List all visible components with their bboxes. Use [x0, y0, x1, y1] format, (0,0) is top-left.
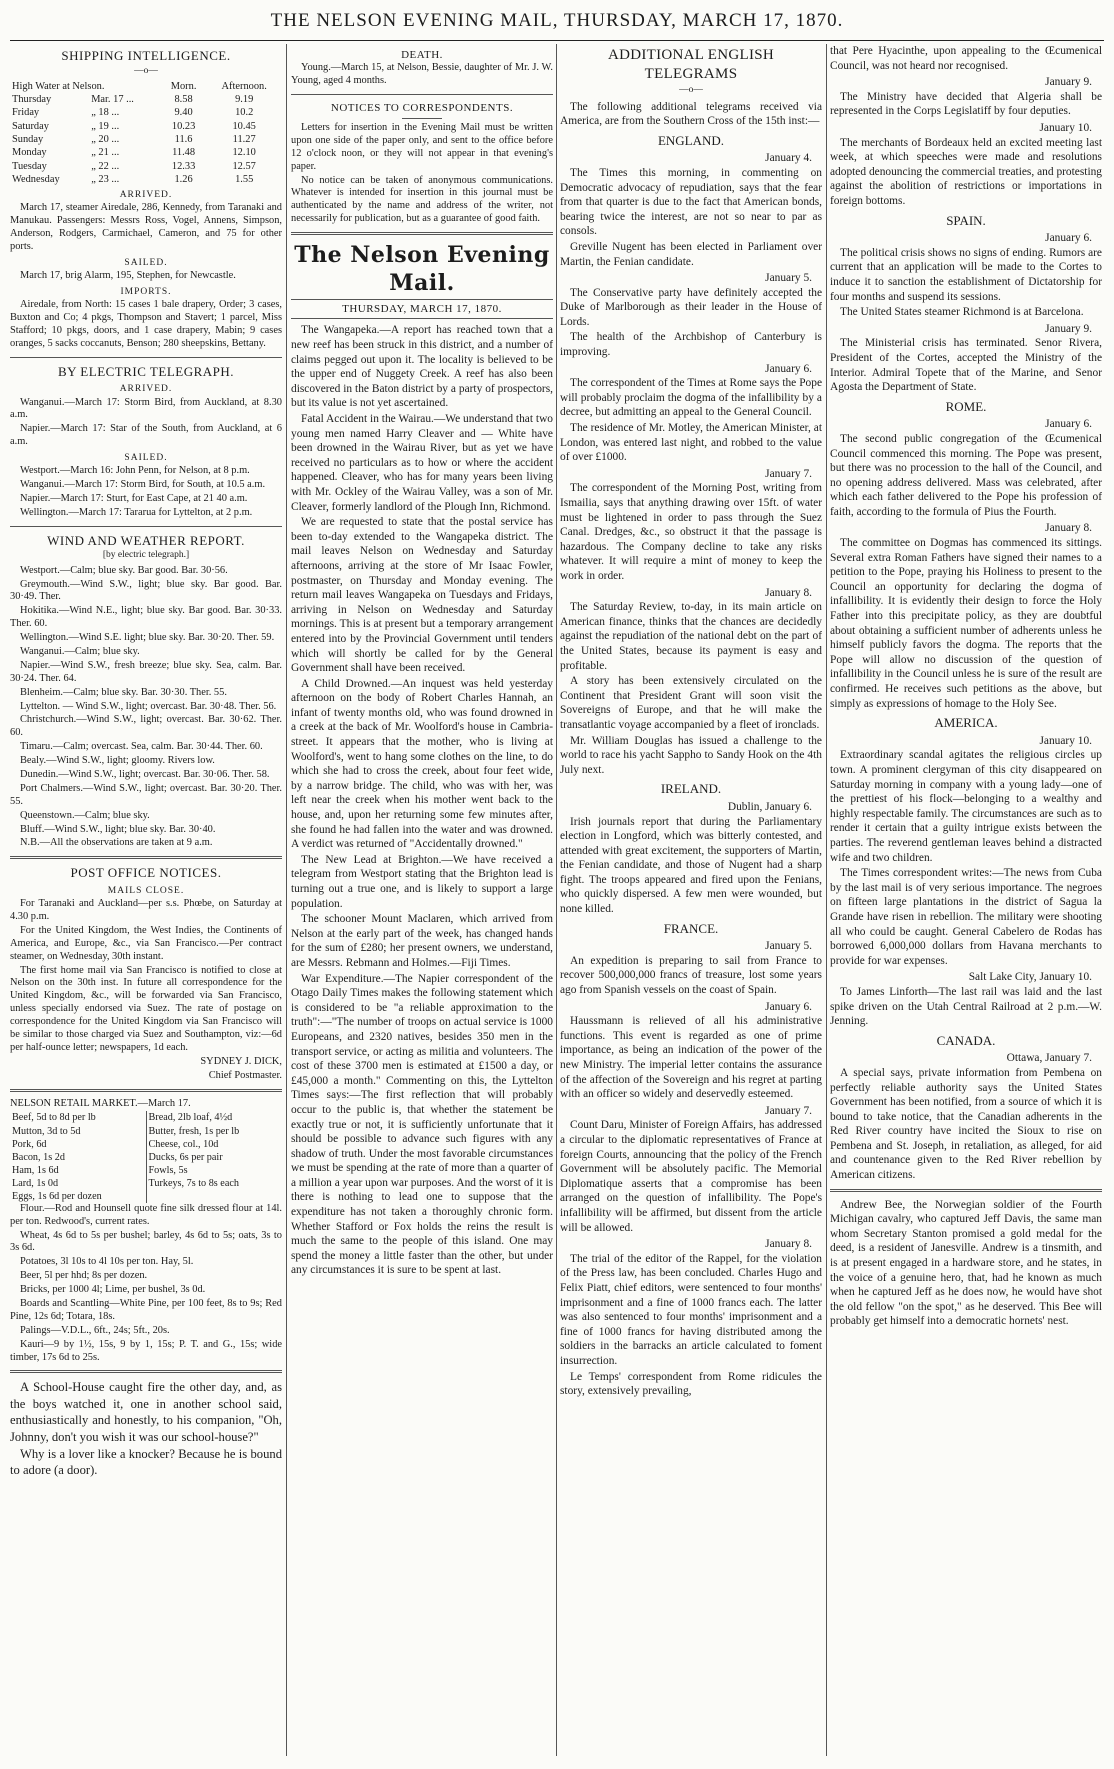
- dispatch-text: Le Temps' correspondent from Rome ridicules the story, extensively prevailing,: [560, 1370, 822, 1398]
- tide-cell: 8.58: [174, 94, 193, 106]
- dispatch-date: January 8.: [1045, 522, 1092, 535]
- dispatch-date: January 9.: [1045, 76, 1092, 89]
- dispatch-text: The Conservative party have definitely accepted the Duke of Marlborough as their leader in the House of Lords.: [560, 286, 822, 328]
- tide-row: [10, 120, 282, 133]
- market-row: [10, 1138, 282, 1151]
- tide-cell: Monday: [12, 147, 47, 159]
- divider: [10, 856, 282, 859]
- weather-entry: Napier.—Wind S.W., fresh breeze; blue sky. Sea, calm. Bar. 30·24. Ther. 64.: [10, 659, 282, 684]
- weather-entry: Wanganui.—Calm; blue sky.: [20, 645, 140, 657]
- tide-cell: 10.23: [171, 120, 196, 132]
- notices-list: [291, 122, 553, 226]
- divider: [291, 232, 553, 235]
- tide-cell: 9.40: [174, 107, 193, 119]
- dispatch-text: Greville Nugent has been elected in Parliament over Martin, the Fenian candidate.: [560, 240, 822, 268]
- dispatch-date: January 6.: [765, 1000, 812, 1013]
- country-heading: IRELAND.: [660, 781, 722, 797]
- tide-cell: „ 19 ...: [91, 120, 120, 132]
- weather-entry: Wellington.—Wind S.E. light; blue sky. Bar. 30·20. Ther. 59.: [20, 632, 275, 644]
- dispatch-text: The residence of Mr. Motley, the American Minister, at London, was entered last night, and robbed to the value of over £1000.: [560, 422, 822, 464]
- tide-header-afternoon: Afternoon.: [221, 80, 267, 92]
- arrived-text: March 17, steamer Airedale, 286, Kennedy, from Taranaki and Manukau. Passengers: Messrs Ross, Vogel, Annens, Simpson, Anderson, Rodgers, Carmichael, Cameron, and 75 for other ports.: [10, 202, 282, 253]
- correspondent-notice: Letters for insertion in the Evening Mail must be written upon one side of the paper only, and sent to the office before 12 o'clock noon, or they will not appear in that evening's paper.: [291, 121, 553, 172]
- dispatch-text: Extraordinary scandal agitates the religious circles up town. A prominent clergyman of this city disappeared on Saturday morning in company with a young lady—one of the prettiest of his flock—belonging to a wealthy and highly respectable family. The circumstances are such as to render it certain that a guilty intrigue exists between the parties. The reverend gentleman leaves behind a distracted wife and two children.: [830, 749, 1102, 864]
- country-heading: AMERICA.: [934, 715, 998, 731]
- tel-arrived-list: [10, 397, 282, 450]
- tide-cell: 12.33: [171, 160, 196, 172]
- country-heading: FRANCE.: [663, 920, 719, 936]
- tide-cell: 11.6: [174, 134, 193, 146]
- post-notice: The first home mail via San Francisco is notified to close at Nelson on the 30th inst. In future all correspondence for the United Kingdom, &c., will be forwarded via San Francisco, unless specially endorsed via Suez. The rate of postage on correspondence for the United Kingdom via San Francisco will be similar to those charged via Suez and Southampton, viz:—6d per half-ounce letter; newspapers, 1d each.: [10, 964, 282, 1053]
- dispatch-text: The Times correspondent writes:—The news from Cuba by the last mail is of very serious importance. The negroes on fifteen large plantations in the district of Sagua la Grande have risen in rebellion. The military were shooting all who could be caught. General Cabelero de Rodas has borrowed 6,000,000 dollars from Havana merchants to provide for war expenses.: [830, 867, 1102, 967]
- telegraph-heading: BY ELECTRIC TELEGRAPH.: [57, 363, 235, 379]
- tide-row: [10, 173, 282, 186]
- tide-row: [10, 93, 282, 106]
- dispatch-date: January 4.: [765, 152, 812, 165]
- market-item: [146, 1190, 282, 1203]
- tide-row: [10, 133, 282, 146]
- tel-sailed-list: [10, 465, 282, 520]
- market-table: [10, 1111, 282, 1202]
- editorial-paragraph: War Expenditure.—The Napier correspondent of the Otago Daily Times makes the following statement which is considered to be "a reliable approximation to the truth":—"The number of troops on actual service is 1000 Europeans, and 2320 natives, besides 350 men in the transport service, or acting as militia and volunteers. The cost of these 3700 men is estimated at £1500 a day, or £45,000 a month." Commenting on this, the Lyttelton Times says:—The first reflection that will probably occur to the public is, that whether the statement be exactly true or not, it is sufficiently unfortunate that it should be possible to advance such figures with any shadow of truth. Under the most favorable circumstances we must be spending at the rate of more than a quarter of a million a year upon war purposes. And the worst of it is there is nothing to lead one to suppose that the expenditure has not taken a thoroughly chronic form. Whether Stafford or Fox holds the reins the result is much the same to the people of this island. One may spend the money a little faster than the other, but under any circumstances it is sure to be spent at last.: [291, 972, 553, 1277]
- dispatch-text: The Ministry have decided that Algeria shall be represented in the Corps Legislatiff by four deputies.: [830, 90, 1102, 118]
- dispatch-date: Ottawa, January 7.: [1006, 1052, 1092, 1065]
- market-row: [10, 1111, 282, 1124]
- france-continued: [830, 75, 1102, 208]
- market-item: Butter, fresh, 1s per lb: [148, 1125, 240, 1137]
- tide-cell: Friday: [12, 107, 40, 119]
- dispatch-date: January 8.: [765, 586, 812, 599]
- notices-heading: NOTICES TO CORRESPONDENTS.: [330, 101, 514, 114]
- sailed-heading: SAILED.: [124, 258, 168, 268]
- tide-row: [10, 146, 282, 159]
- dispatch-date: January 10.: [1039, 121, 1092, 134]
- dispatch-date: January 6.: [765, 362, 812, 375]
- weather-entry: Port Chalmers.—Wind S.W., light; overcast. Bar. 30·20. Ther. 55.: [10, 782, 282, 807]
- arrived-heading: ARRIVED.: [119, 190, 173, 201]
- tide-cell: „ 20 ...: [91, 134, 120, 146]
- dispatch-text: A story has been extensively circulated on the Continent that President Grant will soon visit the Sovereigns of Europe, and that he will make the transatlantic voyage accompanied by a fleet of ironclads.: [560, 675, 822, 731]
- country-heading: ROME.: [945, 398, 987, 414]
- editorial-articles: [291, 323, 553, 1278]
- weather-entry: Queenstown.—Calm; blue sky.: [20, 809, 150, 821]
- tel-sailed-heading: SAILED.: [124, 453, 168, 464]
- tel-sailed-entry: Wellington.—March 17: Tararua for Lyttelton, at 2 p.m.: [20, 506, 253, 518]
- paper-dateline: THURSDAY, MARCH 17, 1870.: [342, 303, 502, 316]
- death-heading: DEATH.: [401, 49, 443, 61]
- column-4: [830, 44, 1102, 1756]
- dispatch-date: January 10.: [1039, 734, 1092, 747]
- death-notice: Young.—March 15, at Nelson, Bessie, daughter of Mr. J. W. Young, aged 4 months.: [291, 62, 553, 86]
- market-item: Beef, 5d to 8d per lb: [10, 1111, 146, 1124]
- telegrams-intro: The following additional telegrams received via America, are from the Southern Cross of the 15th inst:—: [560, 100, 822, 128]
- tide-cell: Mar. 17 ...: [91, 94, 134, 106]
- market-item: Pork, 6d: [10, 1138, 146, 1151]
- weather-subheading: [by electric telegraph.]: [102, 550, 190, 561]
- market-note: Bricks, per 1000 4l; Lime, per bushel, 3s 0d.: [20, 1284, 206, 1296]
- market-note: Wheat, 4s 6d to 5s per bushel; barley, 4s 6d to 5s; oats, 3s to 3s 6d.: [10, 1229, 282, 1254]
- weather-entry: Bluff.—Wind S.W., light; blue sky. Bar. 30·40.: [20, 823, 216, 835]
- mail-entry: For the United Kingdom, the West Indies, the Continents of America, and Europe, &c., via San Francisco.—Per contract steamer, on Wednesday, 30th instant.: [10, 924, 282, 962]
- telegram-sections-continued: [830, 213, 1102, 1183]
- market-row: [10, 1125, 282, 1138]
- divider: [291, 299, 553, 300]
- tide-cell: 1.26: [174, 173, 193, 185]
- dispatch-date: Salt Lake City, January 10.: [968, 971, 1092, 984]
- dispatch-date: January 7.: [765, 467, 812, 480]
- tide-cell: „ 21 ...: [91, 147, 120, 159]
- market-note: Kauri—9 by 1½, 15s, 9 by 1, 15s; P. T. and G., 15s; wide timber, 17s 6d to 25s.: [10, 1338, 282, 1363]
- weather-entry: Blenheim.—Calm; blue sky. Bar. 30·30. Ther. 55.: [20, 686, 227, 698]
- weather-list: [10, 565, 282, 837]
- weather-entry: Westport.—Calm; blue sky. Bar good. Bar. 30·56.: [20, 564, 228, 576]
- country-heading: SPAIN.: [946, 212, 986, 228]
- tide-row: [10, 160, 282, 173]
- dispatch-text: The trial of the editor of the Rappel, for the violation of the Press law, has been concluded. Charles Hugo and Felix Piatt, chief editors, were sentenced to four months' imprisonment and a fine of 1000 francs each. The latter was also sentenced to four months' imprisonment and a fine of 1000 francs for having distributed among the soldiers in the barracks an article calculated to foment insurrection.: [560, 1252, 822, 1367]
- market-note: Beer, 5l per hhd; 8s per dozen.: [20, 1270, 148, 1282]
- dispatch-text: The Saturday Review, to-day, in its main article on American finance, thinks that the chances are decidedly against the repudiation of the national debt on the part of the United States, because its payment is easy and profitable.: [560, 601, 822, 672]
- tide-cell: 10.2: [235, 107, 254, 119]
- weather-entry: Lyttelton. — Wind S.W., light; overcast. Bar. 30·48. Ther. 56.: [20, 700, 277, 712]
- continued-paragraph: that Pere Hyacinthe, upon appealing to the Œcumenical Council, was not heard nor recognised.: [830, 45, 1102, 72]
- market-item: Eggs, 1s 6d per dozen: [10, 1190, 146, 1203]
- tide-cell: 12.10: [232, 147, 256, 159]
- tide-header-place: High Water at Nelson.: [12, 80, 105, 92]
- tide-cell: „ 23 ...: [91, 173, 120, 185]
- market-item: Bread, 2lb loaf, 4½d: [148, 1112, 233, 1124]
- market-item: Bacon, 1s 2d: [10, 1151, 146, 1164]
- weather-note: N.B.—All the observations are taken at 9 a.m.: [20, 837, 213, 849]
- divider: [10, 526, 282, 527]
- mails-close-heading: MAILS CLOSE.: [107, 885, 185, 896]
- tel-sailed-entry: Napier.—March 17: Sturt, for East Cape, at 21 40 a.m.: [20, 493, 248, 505]
- mails-list: [10, 898, 282, 963]
- postmaster-name: SYDNEY J. DICK,: [200, 1055, 282, 1067]
- market-item: Mutton, 3d to 5d: [10, 1125, 146, 1138]
- column-3: [560, 44, 822, 1756]
- editorial-paragraph: The Wangapeka.—A report has reached town that a new reef has been struck in this district, and a number of claims pegged out upon it. The locality is believed to be the upper end of Nuggety Creek. A reef has also been discovered in the Baton district by a party of prospectors, but its value is not yet ascertained.: [291, 324, 553, 410]
- tide-table: [10, 80, 282, 187]
- dispatch-text: Irish journals report that during the Parliamentary election in Longford, which was bitterly contested, and attended with great excitement, the supporters of Martin, the Fenian candidate, and those of Nugent had a sharp fight. The troops appeared and fired upon the Fenians, who quickly dispersed. A few men were wounded, but none killed.: [560, 815, 822, 916]
- tide-row: [10, 106, 282, 119]
- tide-cell: 11.48: [172, 147, 196, 159]
- sailed-text: March 17, brig Alarm, 195, Stephen, for Newcastle.: [20, 270, 236, 282]
- shipping-heading: SHIPPING INTELLIGENCE.: [61, 48, 231, 63]
- market-row: [10, 1164, 282, 1177]
- market-note: Flour.—Rod and Hounsell quote fine silk dressed flour at 14l. per ton. Redwood's, current rates.: [10, 1202, 282, 1227]
- dispatch-date: January 8.: [765, 1238, 812, 1251]
- country-heading: CANADA.: [936, 1032, 996, 1048]
- column-rule: [286, 44, 287, 1756]
- editorial-paragraph: We are requested to state that the postal service has been to-day extended to the Wangapeka district. The mail leaves Nelson on Wednesday and Saturday afternoons, arriving at the store of Mr Isaac Fowler, postmaster, on Thursday and Monday evening. The return mail leaves Wangapeka on Tuesdays and Fridays, arriving in Nelson on Wednesday and Saturday mornings. This is at present but a temporary arrangement entered into by the Provincial Government until tenders which will shortly be called for by the General Government shall have been received.: [291, 516, 553, 675]
- tide-cell: Tuesday: [12, 160, 47, 172]
- market-note: Palings—V.D.L., 6ft., 24s; 5ft., 20s.: [20, 1324, 170, 1336]
- tel-arrived-entry: Napier.—March 17: Star of the South, from Auckland, at 6 a.m.: [10, 423, 282, 448]
- correspondent-notice: No notice can be taken of anonymous communications. Whatever is intended for insertion in this journal must be authenticated by the name and address of the writer, not necessarily for publication, but as a guarantee of good faith.: [291, 174, 553, 225]
- market-item: Turkeys, 7s to 8s each: [148, 1177, 239, 1189]
- weather-heading: WIND AND WEATHER REPORT.: [47, 532, 245, 548]
- school-house-paragraph: A School-House caught fire the other day, and, as the boys watched it, one in another school said, enthusiastically and honestly, to his companion, "Oh, Johnny, don't you wish it was our school-house?": [10, 1380, 282, 1444]
- dispatch-text: Count Daru, Minister of Foreign Affairs, has addressed a circular to the diplomatic representatives of France at foreign Courts, announcing that the policy of the French Government will be absolutely pacific. The Memorial Diplomatique asserts that a compromise has been arranged on the question of infallibility. The Pope's infallibility will be affirmed, but dissent from the article will be allowed.: [560, 1119, 822, 1234]
- market-note: Potatoes, 3l 10s to 4l 10s per ton. Hay, 5l.: [20, 1256, 194, 1268]
- market-notes: [10, 1203, 282, 1365]
- dispatch-date: January 6.: [1045, 232, 1092, 245]
- dispatch-date: January 5.: [765, 272, 812, 285]
- telegrams-divider: —o—: [679, 85, 703, 96]
- column-2: [291, 44, 553, 1756]
- market-heading: NELSON RETAIL MARKET.—March 17.: [10, 1097, 191, 1109]
- tel-arrived-heading: ARRIVED.: [119, 384, 173, 395]
- tide-cell: „ 22 ...: [91, 160, 120, 172]
- dispatch-text: The committee on Dogmas has commenced its sittings. Several extra Roman Fathers have signed their names to a petition to the Pope, praying his Holiness to present to the Council an opportunity for declaring the dogma of infallibility. It is evidently their design to force the Holy Father into this precipitate policy, as they are doubtful about obtaining a sufficient number of adherents unless he himself publicly favors the dogma. The reports that the Pope will allow no discussion of the question of infallibility in the Council unless he is sure of the result are confirmed. He receives such petitions as the above, but simply as expressions of homage to the Holy See.: [830, 537, 1102, 710]
- divider: [10, 1089, 282, 1092]
- tel-sailed-entry: Wanganui.—March 17: Storm Bird, for South, at 10.5 a.m.: [20, 479, 266, 491]
- divider: [291, 318, 553, 319]
- mail-entry: For Taranaki and Auckland—per s.s. Phœbe, on Saturday at 4.30 p.m.: [10, 898, 282, 922]
- dispatch-text: An expedition is preparing to sail from France to recover 500,000,000 francs of treasure, lost some years ago from Spanish vessels on the coast of Spain.: [560, 954, 822, 997]
- dispatch-date: January 9.: [1045, 322, 1092, 335]
- divider: [10, 1370, 282, 1373]
- dispatch-text: The health of the Archbishop of Canterbury is improving.: [560, 331, 822, 359]
- market-item: Cheese, col., 10d: [148, 1138, 219, 1150]
- market-row: [10, 1177, 282, 1190]
- tide-rows: [10, 93, 282, 186]
- tide-cell: Thursday: [12, 94, 52, 106]
- divider: [10, 357, 282, 358]
- country-heading: ENGLAND.: [657, 132, 725, 148]
- editorial-paragraph: The New Lead at Brighton.—We have received a telegram from Westport stating that the Brighton lead is turning out a true one, and is likely to support a large population.: [291, 853, 553, 910]
- editorial-paragraph: The schooner Mount Maclaren, which arrived from Nelson at the early part of the week, has changed hands for the sum of £280; her present owners, we understand, are Messrs. Rebmann and Holmes.—Fiji Times.: [291, 913, 553, 969]
- column-rule: [826, 44, 827, 1756]
- tide-cell: 1.55: [235, 173, 254, 185]
- column-1: [10, 44, 282, 1756]
- tide-cell: 10.45: [232, 120, 256, 132]
- masthead-rule: [10, 40, 1104, 41]
- dispatch-date: Dublin, January 6.: [727, 800, 812, 813]
- column-rule: [556, 44, 557, 1756]
- dispatch-text: To James Linforth—The last rail was laid and the last spike driven on the Utah Central Railroad at 2 p.m.—W. Jenning.: [830, 985, 1102, 1028]
- masthead: THE NELSON EVENING MAIL, THURSDAY, MARCH 17, 1870.: [270, 10, 844, 31]
- shipping-divider: —o—: [134, 65, 158, 76]
- divider: [830, 1189, 1102, 1192]
- dispatch-text: The correspondent of the Morning Post, writing from Ismailia, says that anything drawing over 15ft. of water must be lightened in order to pass through the Suez Canal. Dredges, &c., so obstruct it that the passage is hazardous. The Company decline to take any risks whatever. It will require a mint of money to keep the work in order.: [560, 482, 822, 582]
- imports-text: Airedale, from North: 15 cases 1 bale drapery, Order; 3 cases, Buxton and Co; 4 pkgs, Thompson and Stavert; 1 parcel, Miss Stafford; 10 pkgs, doors, and 1 case drapery, Mabin; 9 cases oranges, 5 sacks coccanuts, Benson; 280 sheepskins, Bettany.: [10, 299, 282, 349]
- dispatch-text: The Times this morning, in commenting on Democratic advocacy of repudiation, says that the fear from that quarter is due to the fact that American bonds, bearing twice the interest, are not so near to par as consols.: [560, 166, 822, 238]
- dispatch-text: The correspondent of the Times at Rome says the Pope will probably proclaim the dogma of the infallibility by a decree, but admitting an appeal to the General Council.: [560, 377, 822, 419]
- weather-entry: Greymouth.—Wind S.W., light; blue sky. Bar good. Bar. 30·49. Ther.: [10, 578, 282, 603]
- weather-entry: Timaru.—Calm; overcast. Sea, calm. Bar. 30·44. Ther. 60.: [20, 741, 263, 753]
- weather-entry: Christchurch.—Wind S.W., light; overcast. Bar. 30·62. Ther. 60.: [10, 714, 282, 739]
- market-item: Ham, 1s 6d: [10, 1164, 146, 1177]
- paper-title: The Nelson Evening Mail.: [294, 242, 550, 297]
- divider: [402, 118, 442, 119]
- market-item: Ducks, 6s per pair: [148, 1151, 223, 1163]
- tide-cell: 9.19: [235, 94, 254, 106]
- tide-cell: „ 18 ...: [91, 107, 120, 119]
- imports-heading: IMPORTS.: [120, 287, 172, 298]
- telegram-sections: [560, 133, 822, 1399]
- knocker-paragraph: Why is a lover like a knocker? Because he is bound to adore (a door).: [10, 1446, 282, 1478]
- market-row: [10, 1190, 282, 1203]
- weather-entry: Hokitika.—Wind N.E., light; blue sky. Bar good. Bar. 30·33. Ther. 60.: [10, 605, 282, 630]
- tide-cell: Sunday: [12, 134, 44, 146]
- editorial-paragraph: Fatal Accident in the Wairau.—We understand that two young men named Harry Cleaver and — White have been drowned in the Wairau River, but as yet we have received no particulars as to how or where the accident happened. Cleaver, who has for many years been living with Mr. Ockley of the Wairau Valley, was a son of Mr. Cleaver, formerly landlord of the Plough Inn, Richmond.: [291, 413, 553, 513]
- dispatch-text: Mr. William Douglas has issued a challenge to the world to race his yacht Sappho to Sandy Hook on the 4th July next.: [560, 734, 822, 776]
- tide-cell: 11.27: [232, 134, 256, 146]
- dispatch-date: January 7.: [765, 1104, 812, 1117]
- dispatch-text: The United States steamer Richmond is at Barcelona.: [840, 306, 1084, 319]
- postmaster-title: Chief Postmaster.: [208, 1069, 282, 1081]
- dispatch-text: Haussmann is relieved of all his administrative functions. This event is regarded as one of prime importance, as being an indication of the power of the new Ministry. The imperial letter contains the assurance of the affection of the Sovereign and his regret at parting with an officer so widely and deservedly esteemed.: [560, 1015, 822, 1101]
- divider: [291, 94, 553, 95]
- dispatch-date: January 5.: [765, 940, 812, 953]
- tide-cell: Saturday: [12, 120, 49, 132]
- dispatch-text: The merchants of Bordeaux held an excited meeting last week, at which speeches were made and resolutions adopted denouncing the commercial treaties, and protesting against the abolition of restrictions or importations in foreign bottoms.: [830, 136, 1102, 207]
- editorial-paragraph: A Child Drowned.—An inquest was held yesterday afternoon on the body of Robert Charles Hannah, an infant of twenty months old, who was found drowned in a creek at the back of Mr. Woolford's house in Cambria-street. It appears that the mother, who is living at Woolford's, went to hang some clothes on the line, to do which she had to cross the creek, about four feet wide, by a narrow bridge. The child, who was with her, was left near the creek when his mother went back to the house, and, upon her returning some few minutes after, she found he had fallen into the water and was drowned. A verdict was returned of "Accidentally drowned.": [291, 677, 553, 851]
- market-note: Boards and Scantling—White Pine, per 100 feet, 8s to 9s; Red Pine, 12s 6d; Totara, 18s.: [10, 1298, 282, 1322]
- weather-entry: Bealy.—Wind S.W., light; gloomy. Rivers low.: [20, 755, 215, 767]
- weather-entry: Dunedin.—Wind S.W., light; overcast. Bar. 30·06. Ther. 58.: [20, 768, 270, 780]
- tel-sailed-entry: Westport.—March 16: John Penn, for Nelson, at 8 p.m.: [20, 465, 250, 477]
- dispatch-text: The second public congregation of the Œcumenical Council commenced this morning. The Pope was present, but there was no procession to the hall of the Council, and no opening address delivered. Mass was celebrated, after which each father delivered to the Pope his profession of faith, according to the formula of Pius the Fourth.: [830, 432, 1102, 518]
- tide-cell: 12.57: [232, 160, 256, 172]
- dispatch-text: A special says, private information from Pembena on perfectly reliable authority says the United States Government has been notified, from a source of which it is bound to take notice, that the Canadian adherents in the Red River country have incited the Sioux to rise on Pembena and St. Joseph, in retaliation, as alleged, for aid and countenance given to the Red River rebellion by American citizens.: [830, 1066, 1102, 1182]
- market-row: [10, 1151, 282, 1164]
- andrew-bee-paragraph: Andrew Bee, the Norwegian soldier of the Fourth Michigan cavalry, who captured Jeff Davis, the same man whom Secretary Stanton promised a gold medal for the deed, is a resident of Janesville. Andrew is a tinsmith, and is at present engaged in a hardware store, and he states, in the voice of a genuine hero, that, had he known as much when he captured Jeff as he does now, he would have shot the old fellow "on the spot," as he deserved. This Bee will probably get himself into a democratic hornets' nest.: [830, 1198, 1102, 1328]
- dispatch-text: The political crisis shows no signs of ending. Rumors are current that an application will be made to the Cortes to induce it to sanction the establishment of Dictatorship for four months and suspend its sessions.: [830, 246, 1102, 303]
- tide-header-morn: Morn.: [170, 80, 197, 92]
- tide-cell: Wednesday: [12, 173, 60, 185]
- telegrams-heading: ADDITIONAL ENGLISH TELEGRAMS: [607, 47, 775, 83]
- post-office-heading: POST OFFICE NOTICES.: [70, 865, 222, 881]
- market-item: Fowls, 5s: [148, 1164, 188, 1176]
- market-item: Lard, 1s 0d: [10, 1177, 146, 1190]
- dispatch-date: January 6.: [1045, 418, 1092, 431]
- tel-arrived-entry: Wanganui.—March 17: Storm Bird, from Auckland, at 8.30 a.m.: [10, 396, 282, 421]
- dispatch-text: The Ministerial crisis has terminated. Senor Rivera, President of the Cortes, accepted the Ministry of the Interior. Admiral Topete that of the Marine, and Senor Agosta the Department of State.: [830, 337, 1102, 394]
